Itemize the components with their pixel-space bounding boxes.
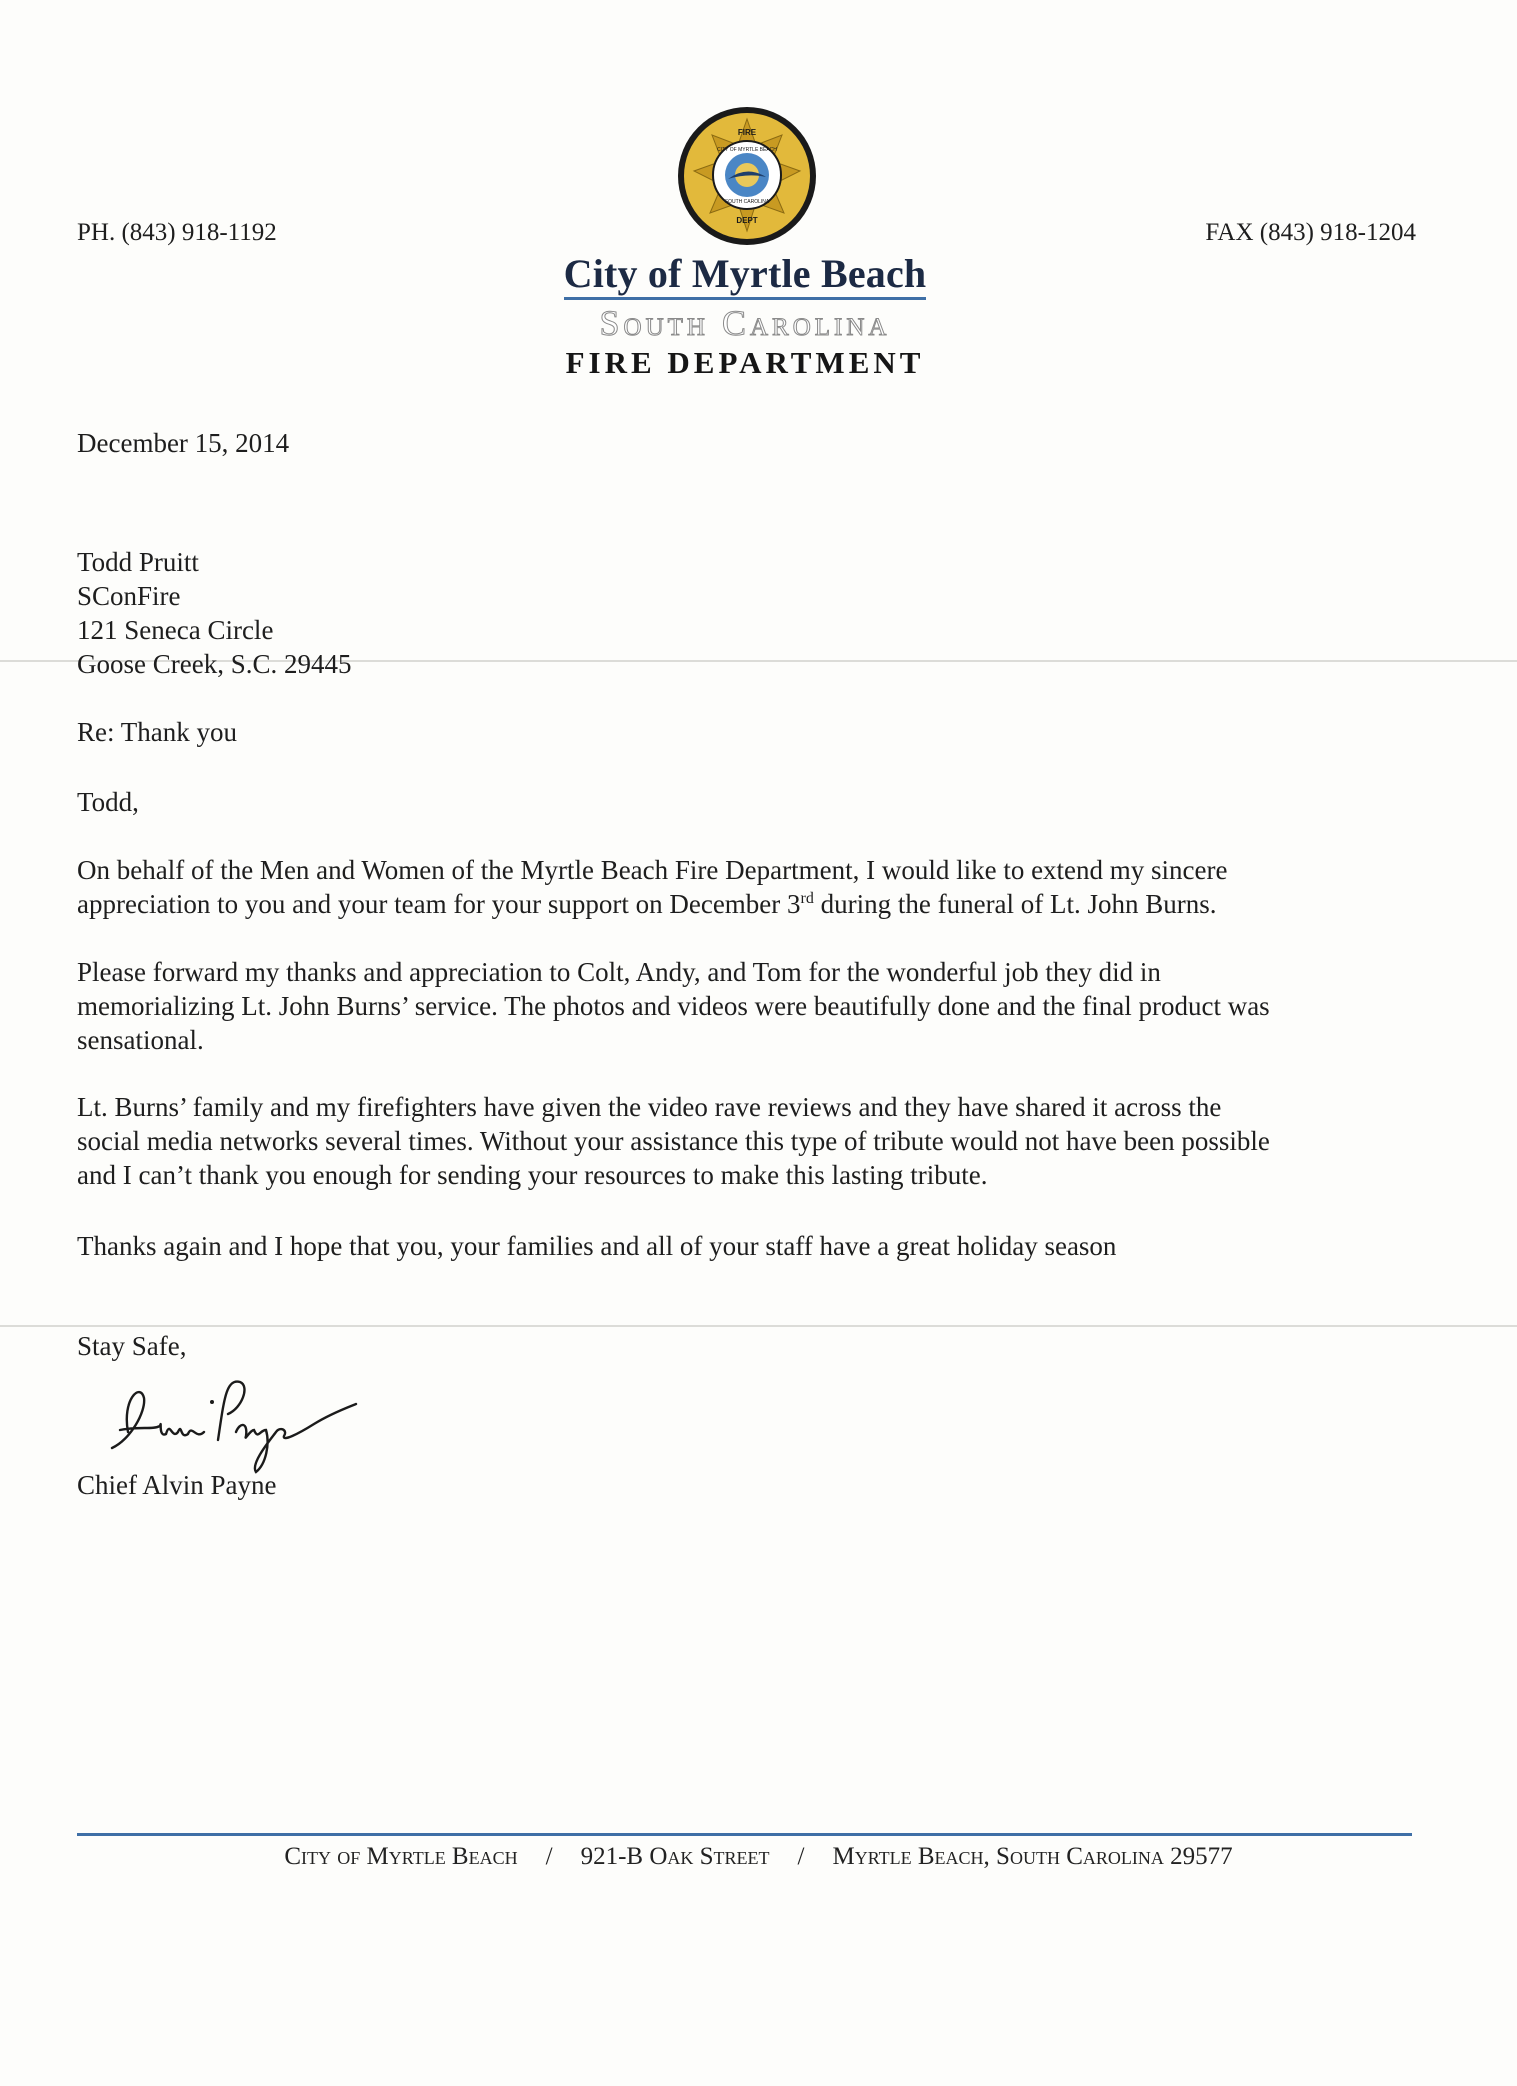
salutation: Todd, [77,787,139,817]
paragraph-line: Lt. Burns’ family and my firefighters have given the video rave reviews and they have shared it across the [77,1092,1222,1122]
ordinal-suffix: rd [800,890,814,907]
paragraph-line: On behalf of the Men and Women of the Myrtle Beach Fire Department, I would like to extend my sincere [77,855,1228,885]
paragraph-line: and I can’t thank you enough for sending your resources to make this lasting tribute. [77,1160,988,1190]
paragraph-line: sensational. [77,1025,204,1055]
footer-address [0,1843,1517,1871]
footer-city: City of Myrtle Beach [284,1843,518,1870]
seal-top-text: FIRE [737,128,757,137]
fire-department-seal-icon [676,105,818,247]
recipient-name: Todd Pruitt [77,547,199,577]
seal-ring-text-bottom: SOUTH CAROLINA [724,199,770,205]
state-name: South Carolina [599,303,891,343]
paragraph-line: social media networks several times. Without your assistance this type of tribute would not have been possible [77,1126,1270,1156]
signer-name: Chief Alvin Payne [77,1470,277,1500]
handwritten-signature-icon [100,1360,360,1480]
seal-bottom-text: DEPT [736,216,758,225]
paragraph-3 [77,1090,1417,1192]
paragraph-2 [77,955,1417,1057]
paper-fold-line [0,1325,1517,1327]
footer-separator: / [545,1843,553,1870]
recipient-street: 121 Seneca Circle [77,615,274,645]
recipient-organization: SConFire [77,581,181,611]
closing: Stay Safe, [77,1331,187,1361]
paragraph-1 [77,853,1417,921]
paragraph-line: memorializing Lt. John Burns’ service. The photos and videos were beautifully done and the final product was [77,991,1270,1021]
footer-street: 921-B Oak Street [580,1843,770,1870]
recipient-address [77,545,1417,681]
recipient-city: Goose Creek, S.C. 29445 [77,649,352,679]
seal-ring-text: CITY OF MYRTLE BEACH [717,147,777,153]
paragraph-line: Please forward my thanks and appreciation to Colt, Andy, and Tom for the wonderful job they did in [77,957,1161,987]
footer-separator: / [797,1843,805,1870]
phone-number: PH. (843) 918-1192 [77,219,277,246]
footer-city-state-zip: Myrtle Beach, South Carolina 29577 [832,1843,1233,1870]
paragraph-line: appreciation to you and your team for your support on December 3rd during the funeral of Lt. John Burns. [77,889,1217,919]
letter-date: December 15, 2014 [77,428,290,458]
paragraph-4: Thanks again and I hope that you, your families and all of your staff have a great holiday season [77,1231,1117,1261]
footer-divider [77,1833,1412,1836]
department-name: FIRE DEPARTMENT [565,345,925,380]
city-name-heading: City of Myrtle Beach [0,250,1490,297]
fax-number: FAX (843) 918-1204 [1205,219,1416,246]
re-line: Re: Thank you [77,717,237,747]
